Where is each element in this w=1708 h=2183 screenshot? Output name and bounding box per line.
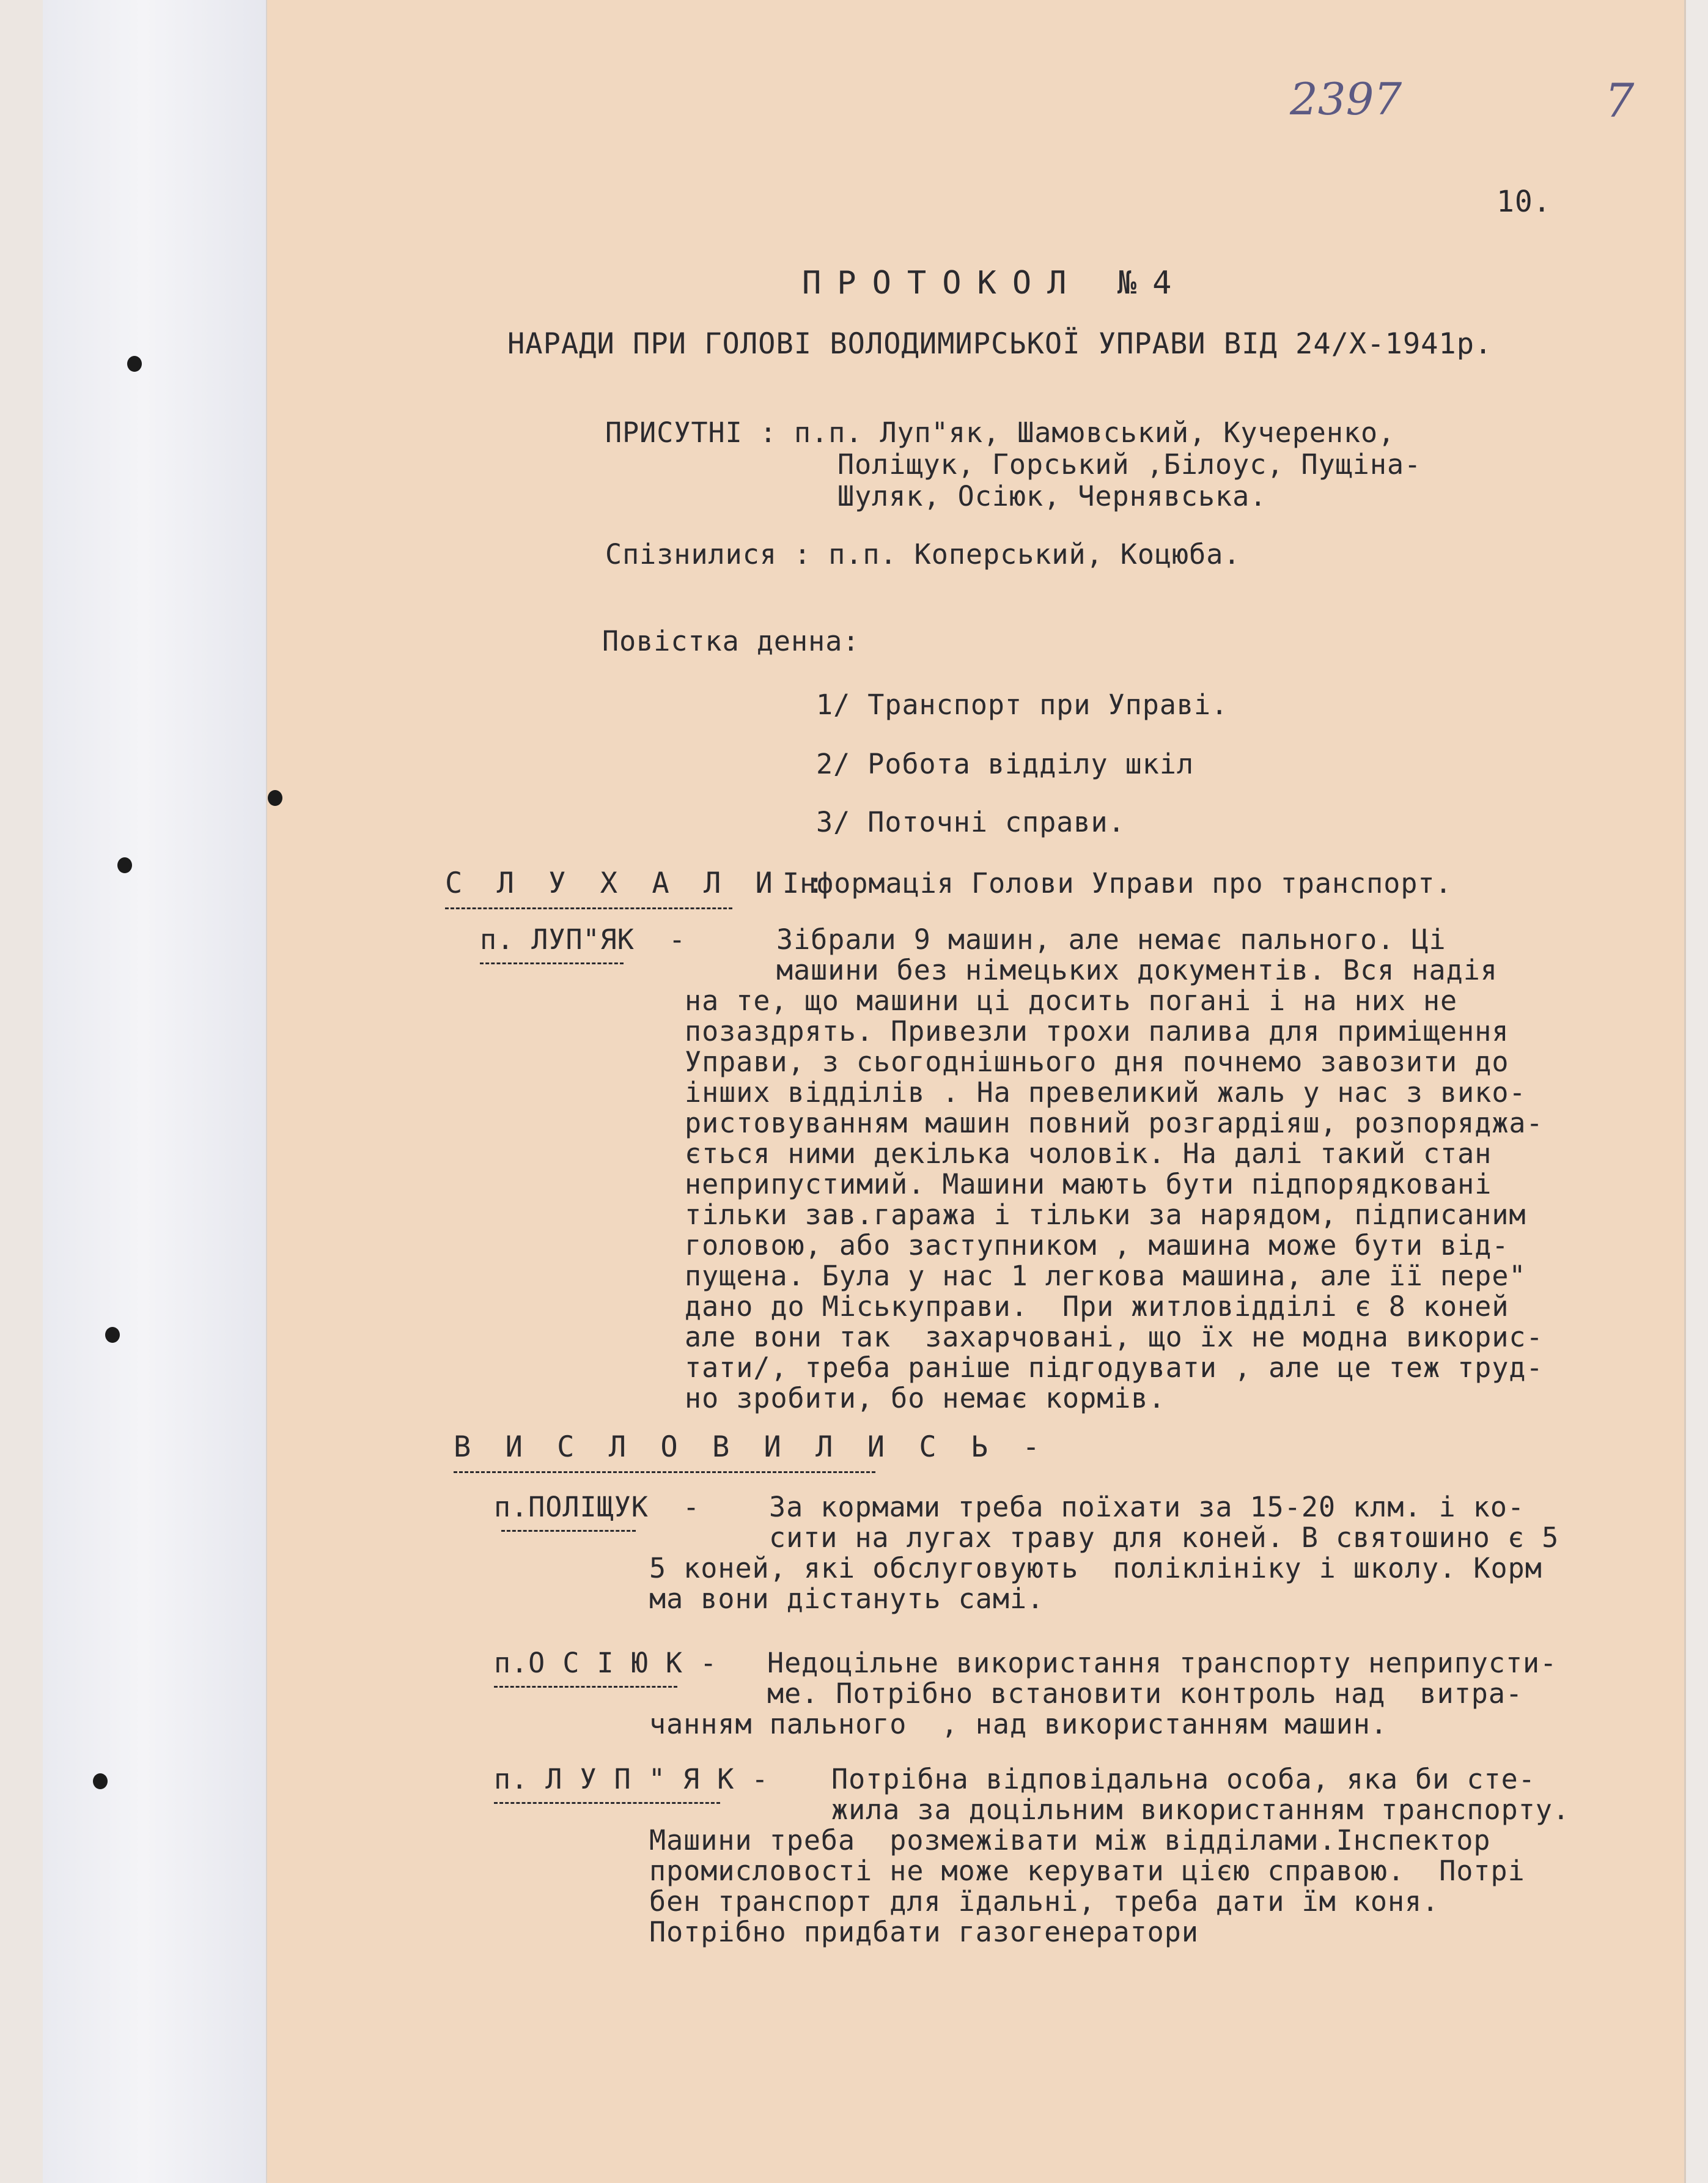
underline	[445, 905, 732, 909]
discussion-line: ма вони дістануть самі.	[649, 1583, 1045, 1615]
heard-line: на те, що машини ці досить погані і на них не	[685, 984, 1458, 1017]
heard-label: С Л У Х А Л И :	[445, 866, 833, 900]
punch-hole-icon	[268, 790, 282, 806]
present-line-1: ПРИСУТНІ : п.п. Луп"як, Шамовський, Кучеренко,	[605, 416, 1396, 449]
punch-hole-icon	[105, 1327, 120, 1343]
late-line: Спізнилися : п.п. Коперський, Коцюба.	[605, 538, 1241, 571]
underline	[494, 1800, 720, 1804]
punch-hole-icon	[127, 356, 142, 372]
heard-topic: Інформація Голови Управи про транспорт.	[782, 867, 1452, 899]
present-line-3: Шуляк, Осіюк, Чернявська.	[837, 480, 1267, 512]
heard-speaker: п. ЛУП"ЯК -	[480, 923, 687, 956]
heard-line: неприпустимий. Машини мають бути підпорядковані	[685, 1168, 1492, 1200]
discussion-line: чанням пального , над використанням машин.	[649, 1708, 1388, 1740]
speaker-osiiuk: п.О С І Ю К -	[494, 1647, 718, 1679]
agenda-heading: Повістка денна:	[602, 625, 860, 657]
protocol-title: ПРОТОКОЛ №4	[802, 265, 1188, 301]
heard-line: головою, або заступником , машина може бути від-	[685, 1229, 1509, 1261]
speaker-lupiak: п. Л У П " Я К -	[494, 1763, 769, 1795]
typed-page-number: 10.	[1496, 185, 1552, 219]
heard-line: тати/, треба раніше підгодувати , але це теж труд-	[685, 1351, 1544, 1384]
archive-number: 2397	[1290, 73, 1402, 125]
scan-margin	[0, 0, 43, 2183]
heard-line: пущена. Була у нас 1 легкова машина, але її пере"	[685, 1260, 1526, 1292]
discussion-label: В И С Л О В И Л И С Ь -	[454, 1430, 1048, 1464]
agenda-item-1: 1/ Транспорт при Управі.	[816, 689, 1229, 721]
discussion-line: Потрібно придбати газогенератори	[649, 1916, 1199, 1948]
underline	[480, 960, 624, 964]
heard-line: но зробити, бо немає кормів.	[685, 1382, 1166, 1414]
heard-line: але вони так захарчовані, що їх не модна викорис-	[685, 1321, 1544, 1353]
heard-line: інших відділів . На превеликий жаль у нас з вико-	[685, 1076, 1526, 1109]
discussion-line: Машини треба розмежівати між відділами.Інспектор	[649, 1824, 1491, 1856]
agenda-item-2: 2/ Робота відділу шкіл	[816, 748, 1194, 780]
binding-strip	[43, 0, 267, 2183]
heard-line: дано до Міськуправи. При житловідділі є 8 коней	[685, 1290, 1509, 1323]
heard-line: Управи, з сьогоднішнього дня почнемо завозити до	[685, 1046, 1509, 1078]
underline	[501, 1527, 636, 1532]
heard-line: ристовуванням машин повний розгардіяш, розпоряджа-	[685, 1107, 1544, 1139]
punch-hole-icon	[93, 1773, 108, 1789]
heard-line: позаздрять. Привезли трохи палива для приміщення	[685, 1015, 1509, 1047]
discussion-line: жила за доцільним використанням транспорту.	[831, 1793, 1570, 1826]
discussion-line: Недоцільне використання транспорту неприпусти-	[767, 1647, 1558, 1679]
punch-hole-icon	[117, 857, 132, 873]
underline	[494, 1683, 677, 1688]
discussion-line: промисловості не може керувати цією справою. Потрі	[649, 1855, 1525, 1887]
discussion-line: За кормами треба поїхати за 15-20 клм. і ко-	[769, 1491, 1525, 1523]
underline	[454, 1469, 875, 1473]
present-line-2: Поліщук, Горський ,Білоус, Пущіна-	[837, 448, 1422, 481]
protocol-subtitle: НАРАДИ ПРИ ГОЛОВІ ВОЛОДИМИРСЬКОЇ УПРАВИ ВІД 24/Х-1941р.	[507, 327, 1493, 361]
discussion-line: ме. Потрібно встановити контроль над витра-	[767, 1677, 1523, 1710]
heard-line: ється ними декілька чоловік. На далі такий стан	[685, 1137, 1492, 1170]
speaker-polishchuk: п.ПОЛІЩУК -	[494, 1491, 701, 1523]
heard-line: Зібрали 9 машин, але немає пального. Ці	[776, 923, 1446, 956]
discussion-line: 5 коней, які обслуговують поліклініку і школу. Корм	[649, 1552, 1542, 1584]
discussion-line: бен транспорт для їдальні, треба дати їм коня.	[649, 1885, 1440, 1918]
heard-line: тільки зав.гаража і тільки за нарядом, підписаним	[685, 1199, 1526, 1231]
discussion-line: Потрібна відповідальна особа, яка би сте-	[831, 1763, 1536, 1795]
heard-line: машини без німецьких документів. Вся надія	[776, 954, 1498, 986]
handwritten-page-number: 7	[1605, 73, 1635, 128]
agenda-item-3: 3/ Поточні справи.	[816, 806, 1125, 838]
paper-edge	[1684, 0, 1708, 2183]
discussion-line: сити на лугах траву для коней. В святошино є 5	[769, 1521, 1559, 1554]
